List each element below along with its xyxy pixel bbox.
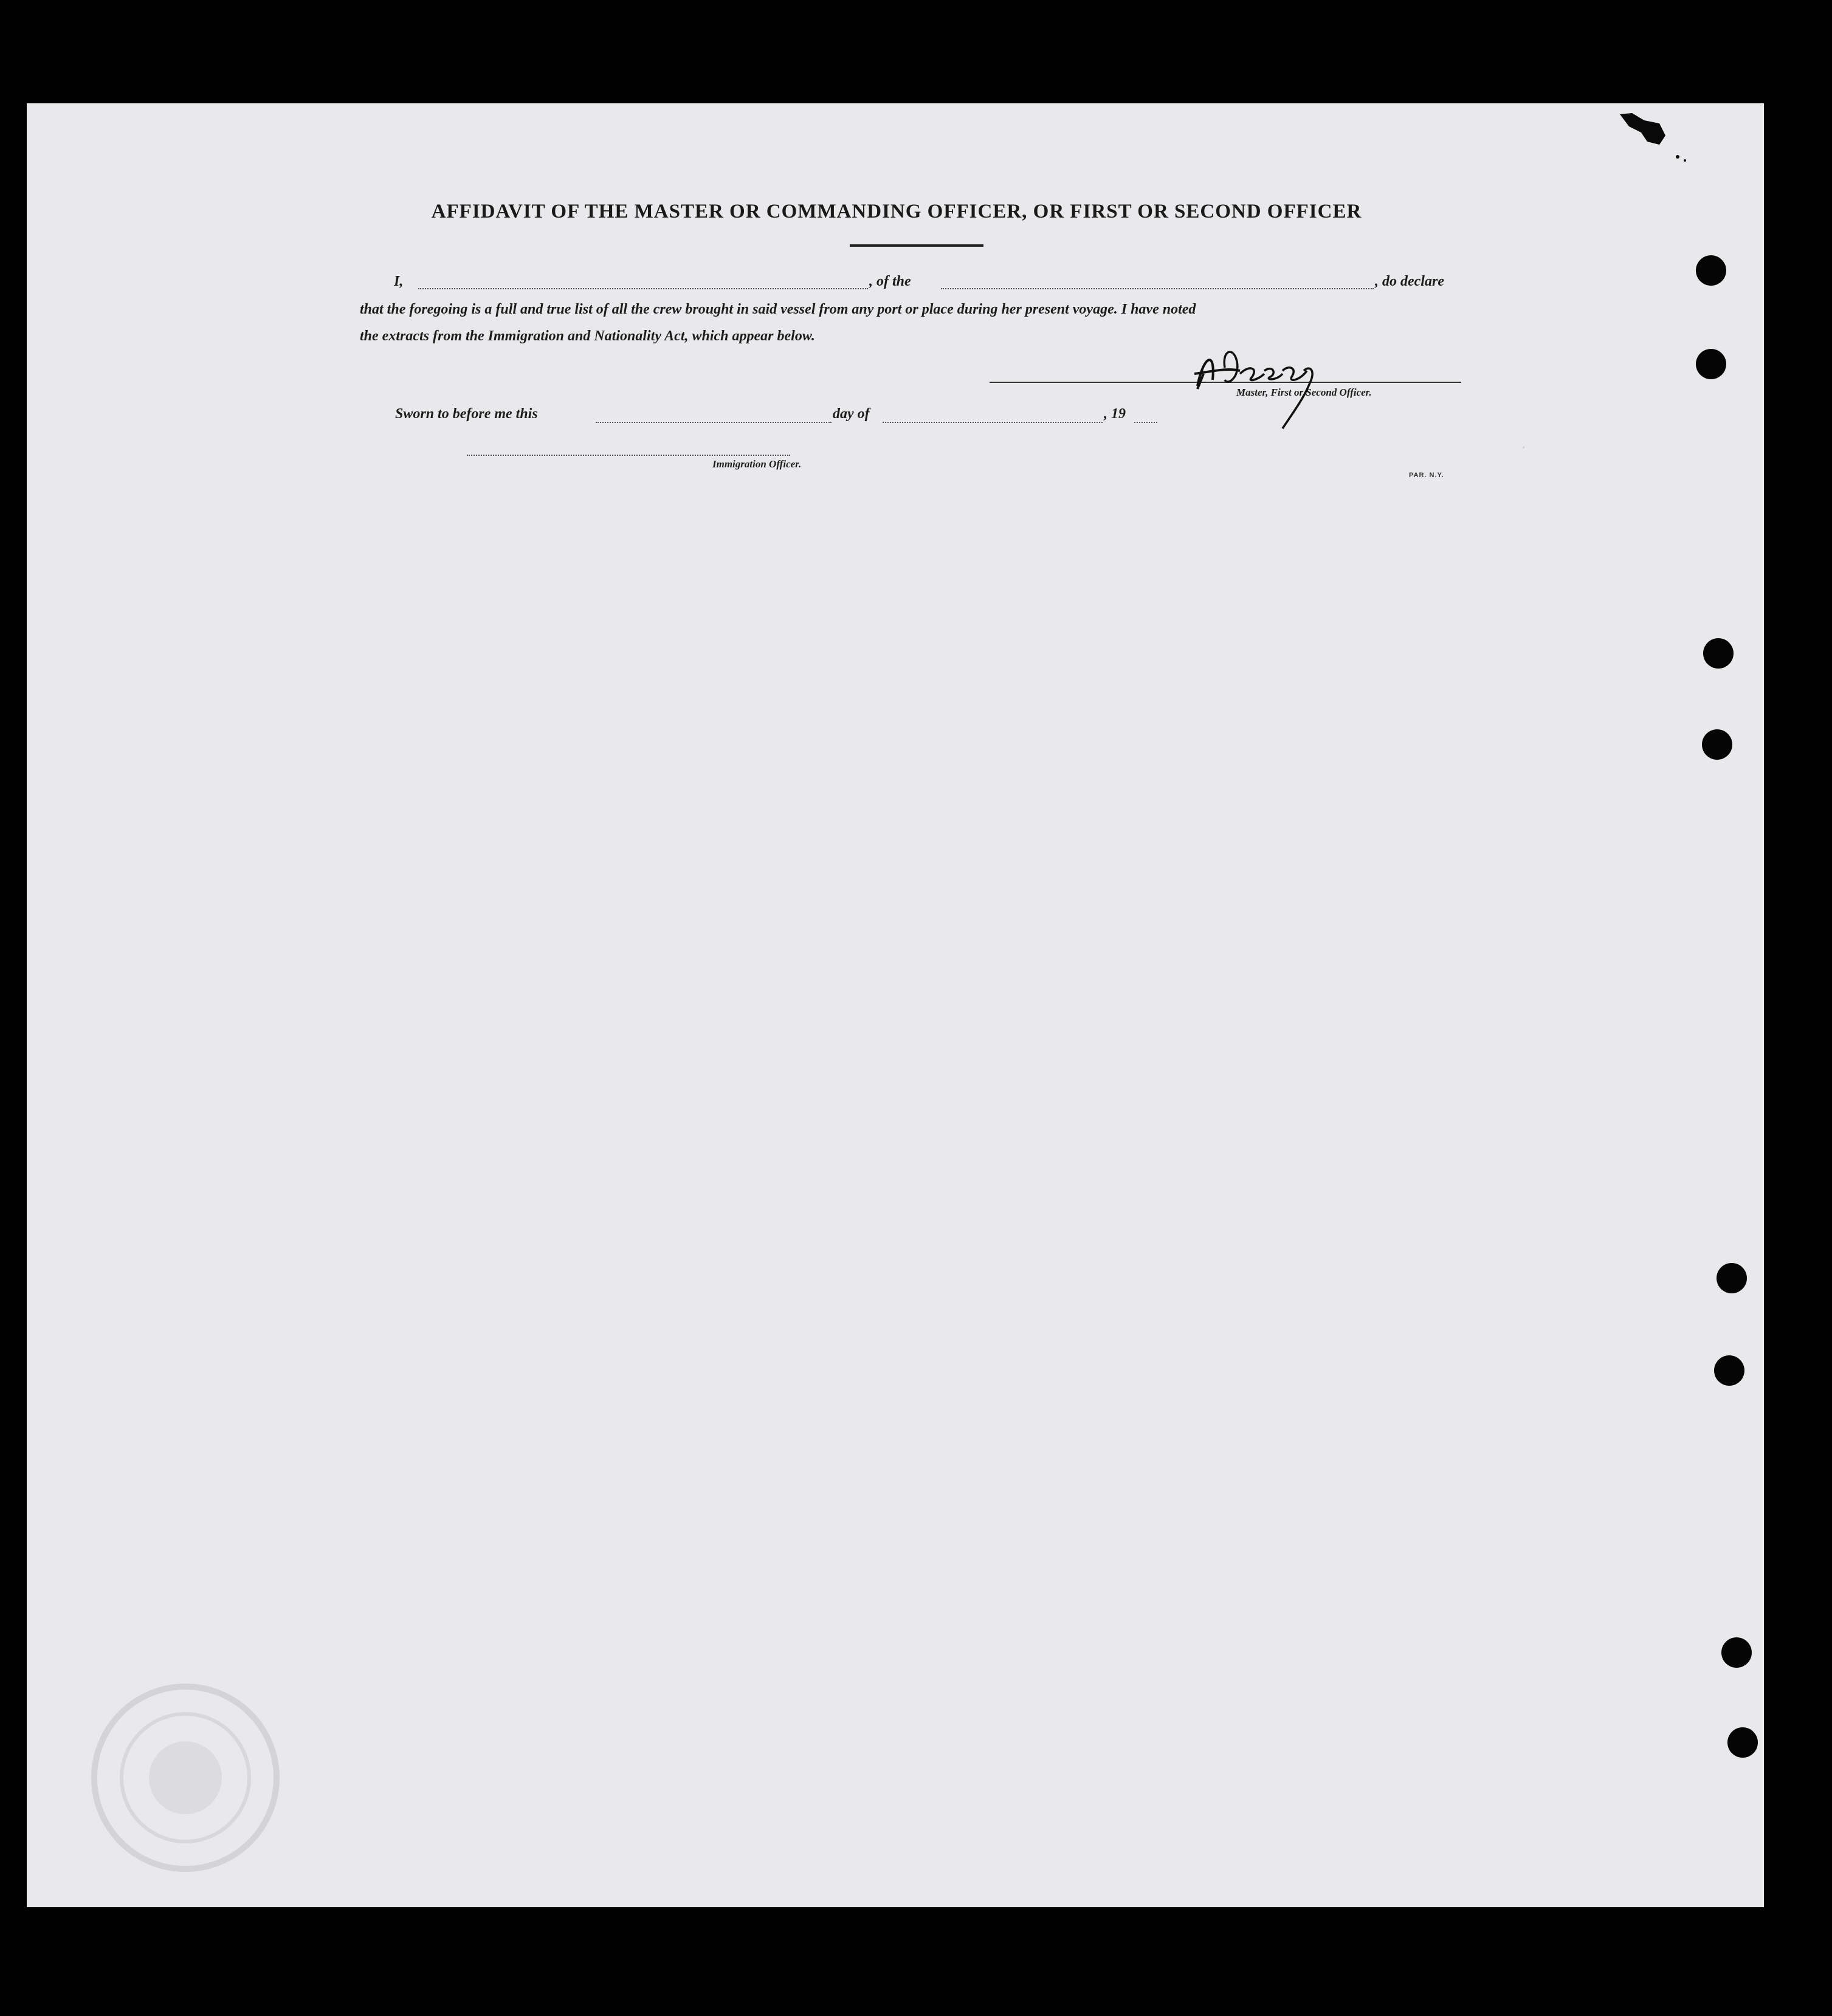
- punch-hole: [1702, 729, 1732, 760]
- affidavit-title: AFFIDAVIT OF THE MASTER OR COMMANDING OFFICER, OR FIRST OR SECOND OFFICER: [431, 201, 1362, 222]
- punch-hole: [1696, 255, 1726, 286]
- embossed-seal: [85, 1677, 286, 1878]
- year-prefix: , 19: [1104, 406, 1126, 422]
- sworn-day-field[interactable]: [596, 422, 832, 423]
- ink-blot: [1617, 108, 1690, 163]
- do-declare-label: , do declare: [1375, 274, 1444, 289]
- immigration-officer-signature-line[interactable]: [467, 455, 790, 456]
- punch-hole: [1703, 638, 1734, 669]
- bleed-through-rows: .: [1520, 438, 1530, 453]
- signer-caption: Master, First or Second Officer.: [1236, 387, 1372, 398]
- declarant-name-field[interactable]: [418, 288, 868, 289]
- punch-hole: [1696, 349, 1726, 379]
- document-page: [27, 103, 1764, 1907]
- sworn-text: Sworn to before me this: [395, 406, 538, 422]
- handwritten-signature: [1191, 337, 1325, 435]
- declaration-text-line-2: that the foregoing is a full and true list of all the crew brought in said vessel from any port or place during her present voyage. I have noted: [360, 301, 1196, 317]
- title-underline: [850, 244, 983, 247]
- form-code: PAR. N.Y.: [1409, 472, 1444, 479]
- punch-hole: [1717, 1263, 1747, 1293]
- of-the-label: , of the: [869, 274, 911, 289]
- punch-hole: [1714, 1355, 1744, 1386]
- sworn-year-field[interactable]: [1134, 422, 1157, 423]
- day-of-label: day of: [833, 406, 870, 422]
- sworn-month-field[interactable]: [883, 422, 1103, 423]
- vessel-name-field[interactable]: [941, 288, 1374, 289]
- immigration-officer-caption: Immigration Officer.: [712, 458, 802, 470]
- declarant-label: I,: [394, 274, 404, 289]
- punch-hole: [1721, 1637, 1752, 1668]
- declaration-text-line-3: the extracts from the Immigration and Nationality Act, which appear below.: [360, 328, 815, 344]
- punch-hole: [1727, 1727, 1758, 1758]
